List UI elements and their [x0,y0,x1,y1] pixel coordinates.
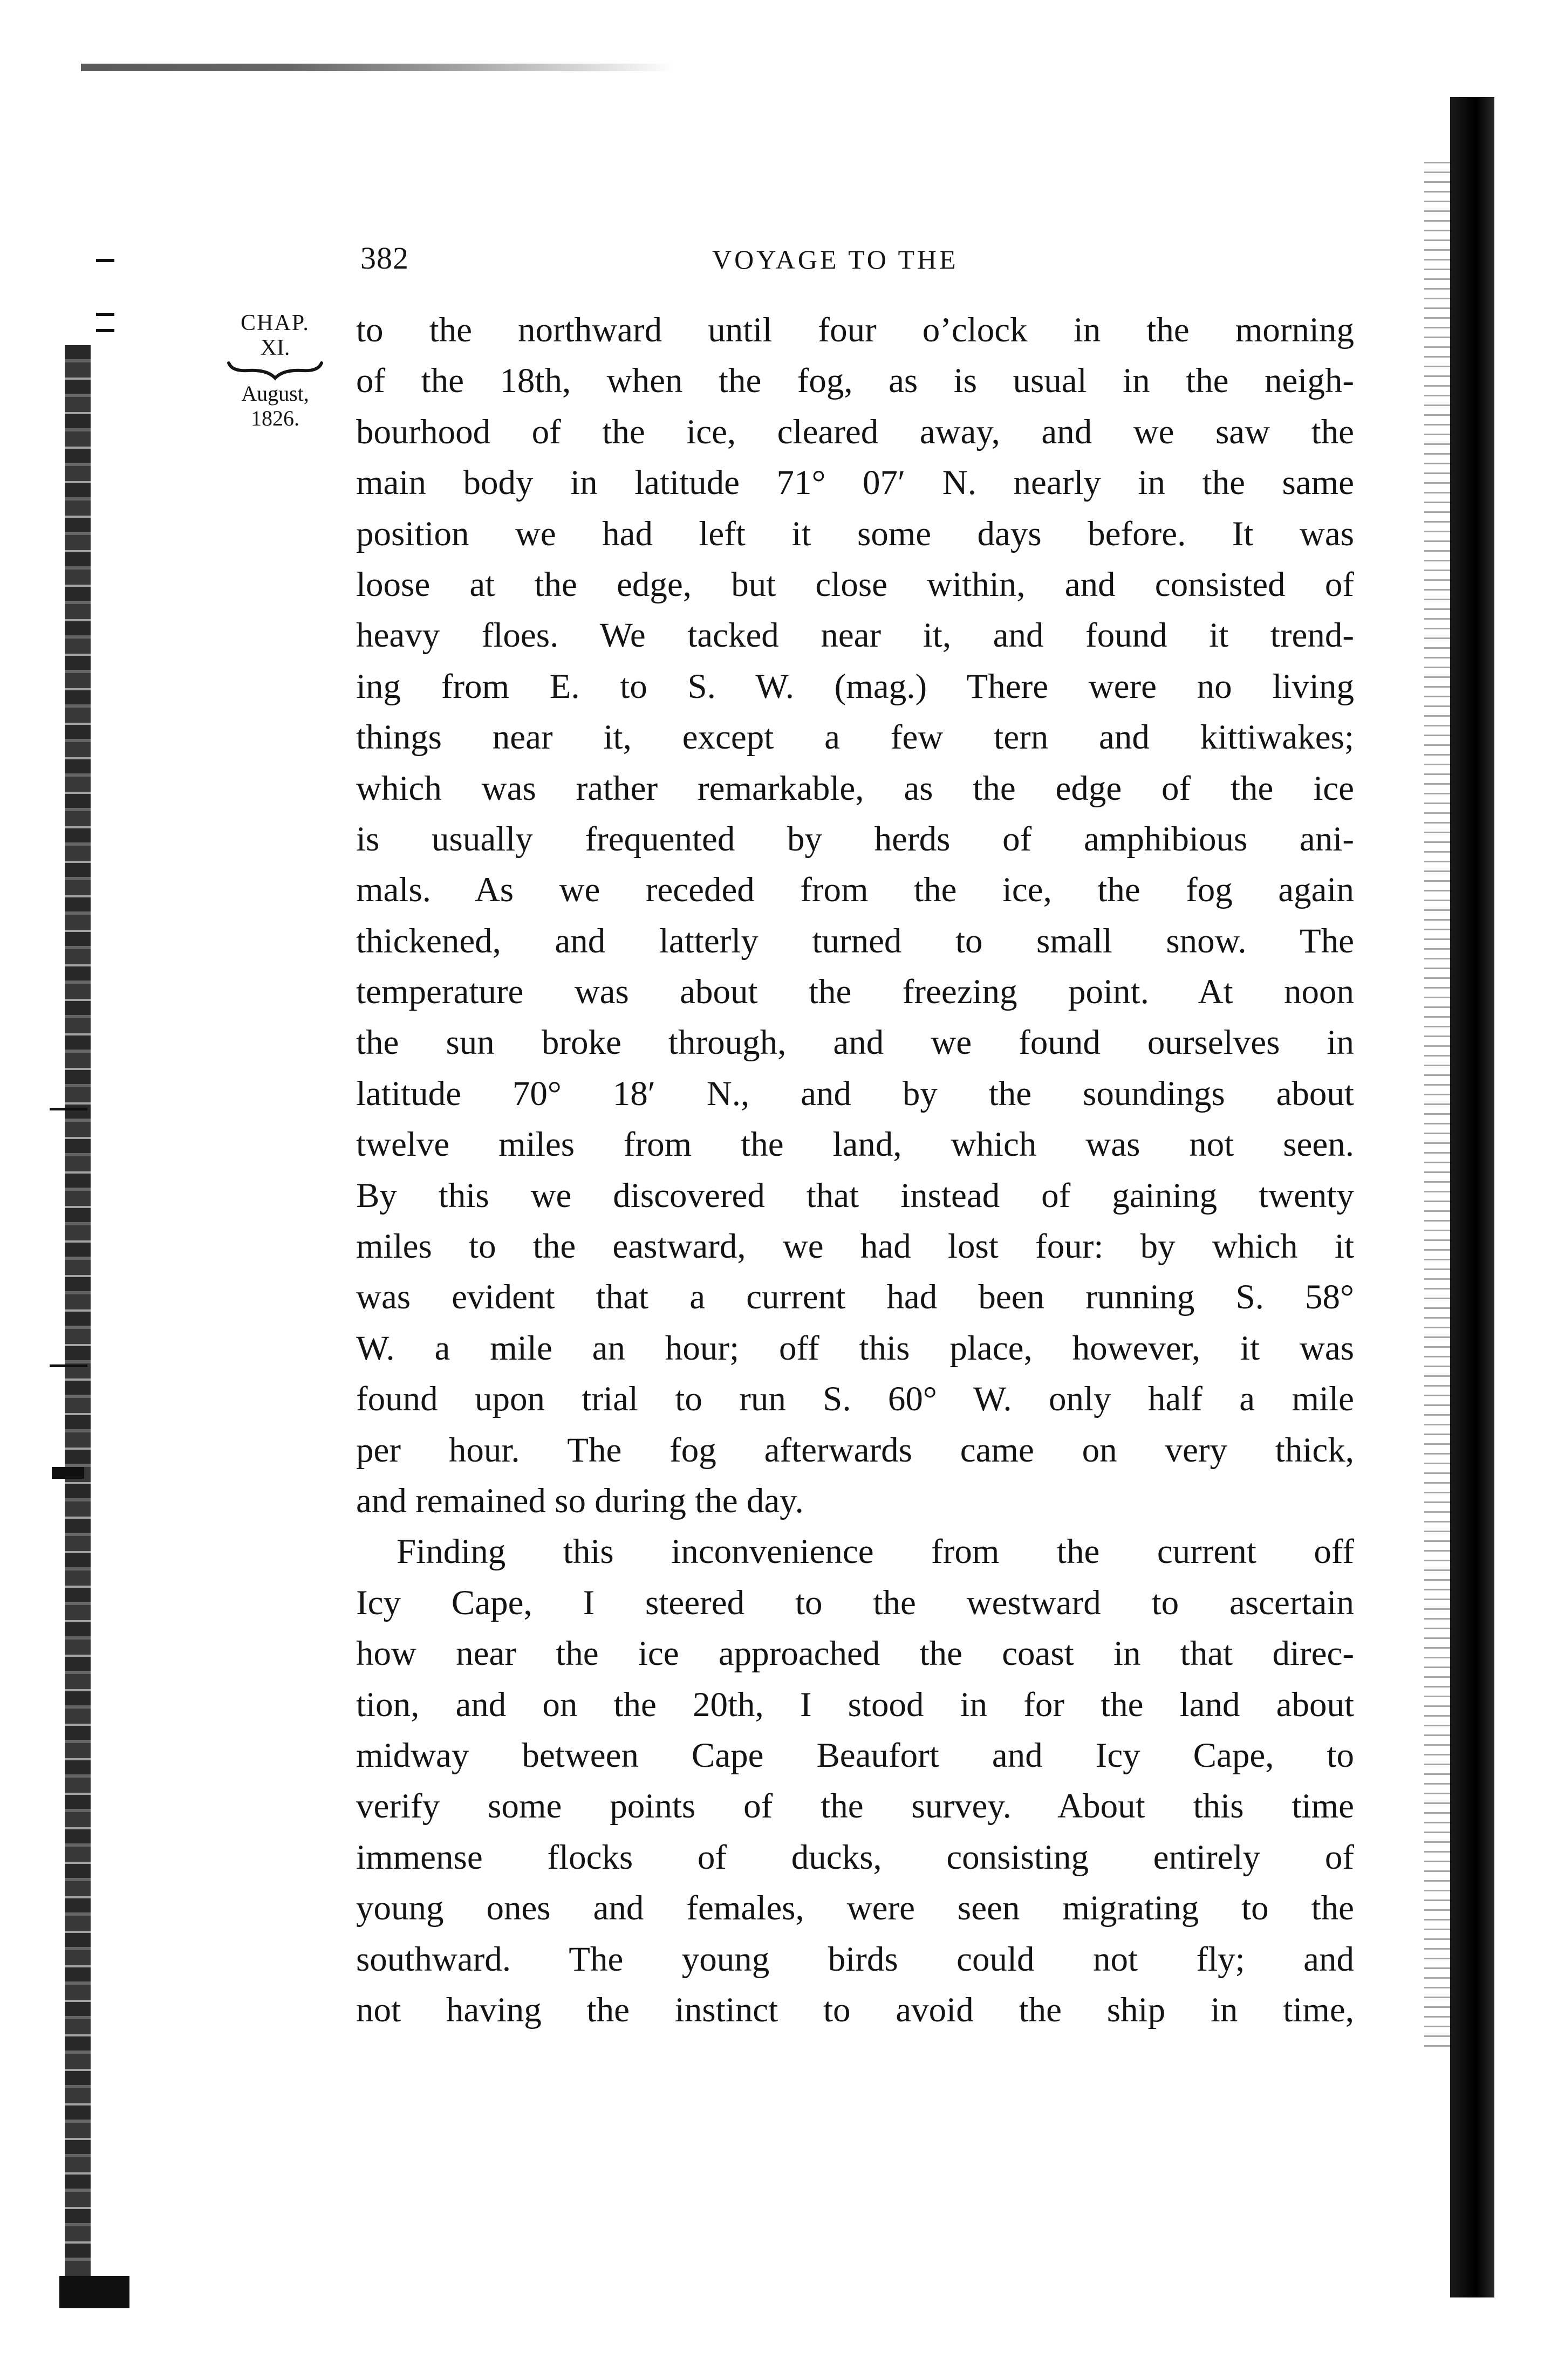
text-line: main body in latitude 71° 07′ N. nearly in the same [356,463,1354,503]
margin-date-month: August, [241,381,309,406]
scan-tick [96,259,114,262]
text-line: young ones and females, were seen migrating to the [356,1889,1354,1928]
text-line: temperature was about the freezing point. At noon [356,972,1354,1012]
text-line: midway between Cape Beaufort and Icy Cape, to [356,1736,1354,1775]
text-line: not having the instinct to avoid the ship in time, [356,1990,1354,2029]
text-line: tion, and on the 20th, I stood in for the land about [356,1685,1354,1724]
page-number: 382 [360,241,409,276]
chapter-label: CHAP. [241,311,310,335]
text-line: verify some points of the survey. About this time [356,1787,1354,1826]
text-line: miles to the eastward, we had lost four: by which it [356,1227,1354,1266]
brace-ornament-icon [227,360,324,381]
scan-edge-right [1450,97,1494,2297]
body-text [356,305,1354,2035]
text-line: By this we discovered that instead of gaining twenty [356,1176,1354,1215]
scan-edge-top [81,64,674,71]
text-line: W. a mile an hour; off this place, however, it was [356,1328,1354,1368]
text-line: loose at the edge, but close within, and consisted of [356,565,1354,604]
scan-edge-left [65,345,91,2308]
text-line: ing from E. to S. W. (mag.) There were no living [356,667,1354,706]
text-line: and remained so during the day. [356,1481,804,1520]
text-line: how near the ice approached the coast in that direc- [356,1634,1354,1673]
text-line: thickened, and latterly turned to small snow. The [356,921,1354,961]
text-line: Icy Cape, I steered to the westward to ascertain [356,1583,1354,1622]
scan-tick [50,1108,87,1110]
text-line: heavy floes. We tacked near it, and found it trend- [356,616,1354,655]
text-line: latitude 70° 18′ N., and by the soundings about [356,1074,1354,1113]
text-line: immense flocks of ducks, consisting entirely of [356,1837,1354,1877]
text-line: Finding this inconvenience from the current off [397,1532,1354,1572]
scan-noise-right [1424,162,1451,2049]
scan-tick [52,1467,84,1479]
text-line: the sun broke through, and we found ourselves in [356,1023,1354,1062]
text-line: to the northward until four o’clock in the morning [356,311,1354,349]
text-line: mals. As we receded from the ice, the fog again [356,870,1354,910]
text-line: southward. The young birds could not fly; and [356,1939,1354,1979]
text-line: bourhood of the ice, cleared away, and we saw the [356,412,1354,451]
text-line: which was rather remarkable, as the edge of the ice [356,769,1354,808]
text-line: of the 18th, when the fog, as is usual in the neigh- [356,361,1354,401]
text-line: things near it, except a few tern and kittiwakes; [356,718,1354,757]
text-line: twelve miles from the land, which was not seen. [356,1125,1354,1164]
text-line: position we had left it some days before. It was [356,514,1354,553]
scan-tick [96,313,114,316]
scan-edge-left-base [59,2276,129,2308]
chapter-number: XI. [260,335,290,360]
scan-tick [50,1364,87,1367]
paragraph-1 [356,305,1354,1526]
running-head: VOYAGE TO THE [712,244,959,275]
text-line: per hour. The fog afterwards came on very thick, [356,1430,1354,1470]
text-line: is usually frequented by herds of amphibious ani- [356,819,1354,859]
scan-tick [96,329,114,332]
paragraph-2 [356,1526,1354,2035]
text-line: found upon trial to run S. 60° W. only half a mile [356,1380,1354,1419]
margin-note [194,310,356,431]
margin-date-year: 1826. [251,406,299,430]
text-line: was evident that a current had been running S. 58° [356,1278,1354,1317]
